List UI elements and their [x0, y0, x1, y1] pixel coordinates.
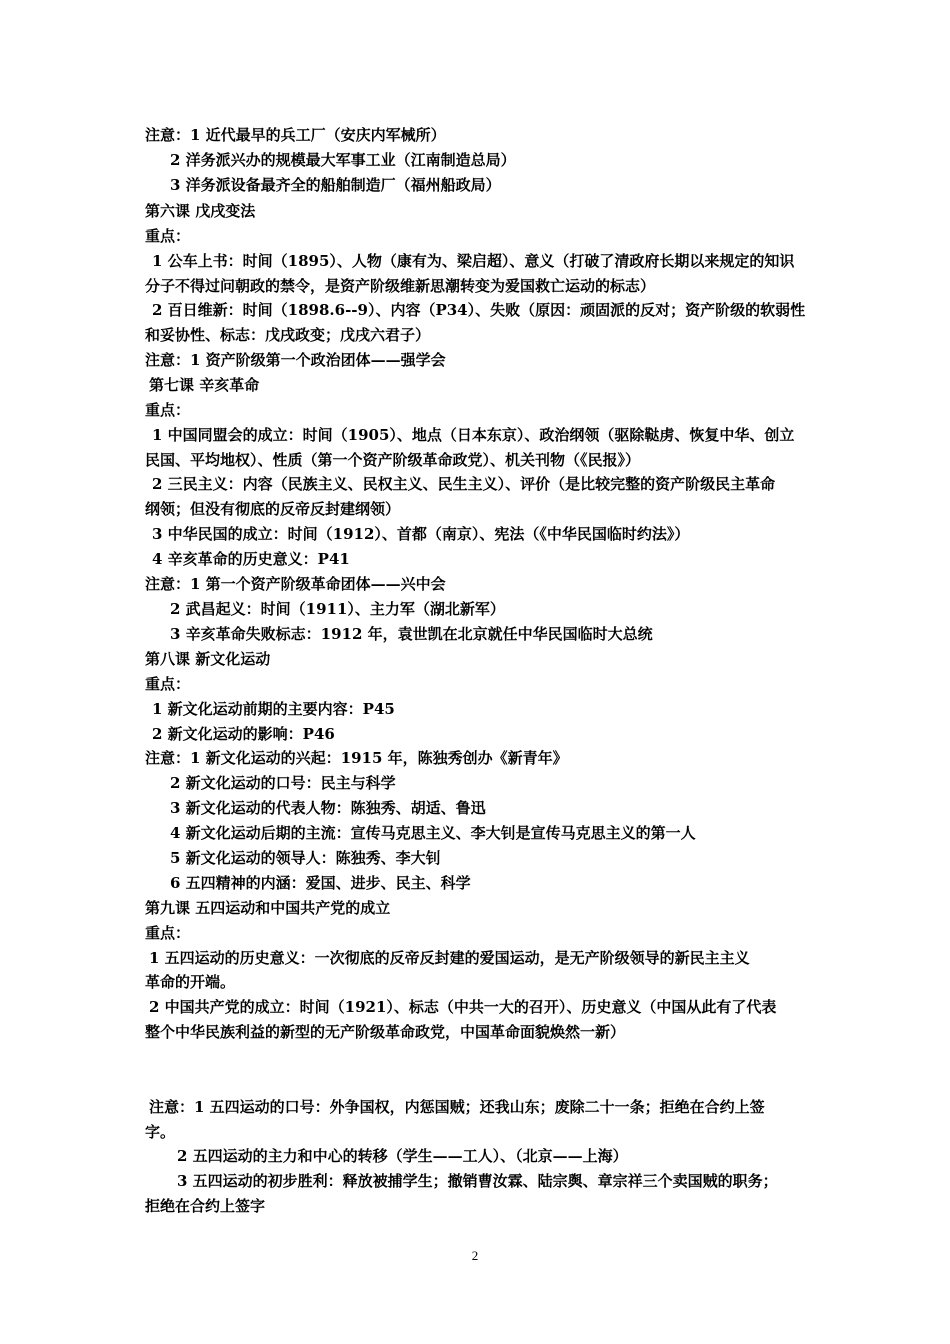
text-line: 2 武昌起义：时间（1911）、主力军（湖北新军）: [170, 600, 505, 618]
text-line: 注意：1 五四运动的口号：外争国权，内惩国贼；还我山东；废除二十一条；拒绝在合约上签: [149, 1098, 765, 1116]
section-heading: 第六课 戊戌变法: [145, 202, 256, 220]
text-line: 注意：1 资产阶级第一个政治团体——强学会: [145, 351, 446, 369]
text-line: 重点：: [145, 675, 191, 693]
text-line: 3 五四运动的初步胜利：释放被捕学生；撤销曹汝霖、陆宗舆、章宗祥三个卖国贼的职务；: [177, 1172, 778, 1190]
text-line: 2 中国共产党的成立：时间（1921）、标志（中共一大的召开）、历史意义（中国从此有了代表: [149, 998, 777, 1016]
text-line: 2 洋务派兴办的规模最大军事工业（江南制造总局）: [170, 151, 516, 169]
text-line: 4 新文化运动后期的主流：宣传马克思主义、李大钊是宣传马克思主义的第一人: [170, 824, 696, 842]
text-line: 1 五四运动的历史意义：一次彻底的反帝反封建的爱国运动，是无产阶级领导的新民主主义: [149, 949, 750, 967]
text-line: 注意：1 近代最早的兵工厂（安庆内军械所）: [145, 126, 446, 144]
page-number: 2: [471, 1248, 479, 1263]
section-heading: 第七课 辛亥革命: [149, 376, 260, 394]
text-line: 字。: [145, 1123, 176, 1141]
text-line: 分子不得过问朝政的禁令，是资产阶级维新思潮转变为爱国救亡运动的标志）: [145, 277, 656, 295]
text-line: 重点：: [145, 924, 191, 942]
text-line: 和妥协性、标志：戊戌政变；戊戌六君子）: [145, 326, 431, 344]
text-line: 纲领；但没有彻底的反帝反封建纲领）: [145, 500, 401, 518]
text-line: 5 新文化运动的领导人：陈独秀、李大钊: [170, 849, 441, 867]
section-heading: 第八课 新文化运动: [145, 650, 271, 668]
text-line: 拒绝在合约上签字: [145, 1197, 266, 1215]
text-line: 1 新文化运动前期的主要内容：P45: [152, 700, 395, 718]
text-line: 2 三民主义：内容（民族主义、民权主义、民生主义）、评价（是比较完整的资产阶级民主革命: [152, 475, 776, 493]
text-line: 注意：1 第一个资产阶级革命团体——兴中会: [145, 575, 446, 593]
text-line: 2 新文化运动的影响：P46: [152, 725, 335, 743]
text-line: 6 五四精神的内涵：爱国、进步、民主、科学: [170, 874, 471, 892]
text-line: 3 辛亥革命失败标志：1912 年，袁世凯在北京就任中华民国临时大总统: [170, 625, 653, 643]
text-line: 整个中华民族利益的新型的无产阶级革命政党，中国革命面貌焕然一新）: [145, 1023, 626, 1041]
text-line: 2 百日维新：时间（1898.6--9）、内容（P34）、失败（原因：顽固派的反对；资产阶级的软弱性: [152, 301, 806, 319]
text-line: 革命的开端。: [145, 973, 236, 991]
section-heading: 第九课 五四运动和中国共产党的成立: [145, 899, 391, 917]
text-line: 3 洋务派设备最齐全的船舶制造厂（福州船政局）: [170, 176, 501, 194]
text-line: 民国、平均地权）、性质（第一个资产阶级革命政党）、机关刊物（《民报》）: [145, 451, 641, 469]
text-line: 2 新文化运动的口号：民主与科学: [170, 774, 396, 792]
text-line: 3 新文化运动的代表人物：陈独秀、胡适、鲁迅: [170, 799, 486, 817]
text-line: 1 中国同盟会的成立：时间（1905）、地点（日本东京）、政治纲领（驱除鞑虏、恢复中华、创立: [152, 426, 795, 444]
text-line: 重点：: [145, 227, 191, 245]
text-line: 4 辛亥革命的历史意义：P41: [152, 550, 350, 568]
text-line: 注意：1 新文化运动的兴起：1915 年，陈独秀创办《新青年》: [145, 749, 568, 767]
text-line: 2 五四运动的主力和中心的转移（学生——工人）、（北京——上海）: [177, 1147, 628, 1165]
text-line: 重点：: [145, 401, 191, 419]
text-line: 1 公车上书：时间（1895）、人物（康有为、梁启超）、意义（打破了清政府长期以来规定的知识: [152, 252, 795, 270]
text-line: 3 中华民国的成立：时间（1912）、首都（南京）、宪法（《中华民国临时约法》）: [152, 525, 690, 543]
